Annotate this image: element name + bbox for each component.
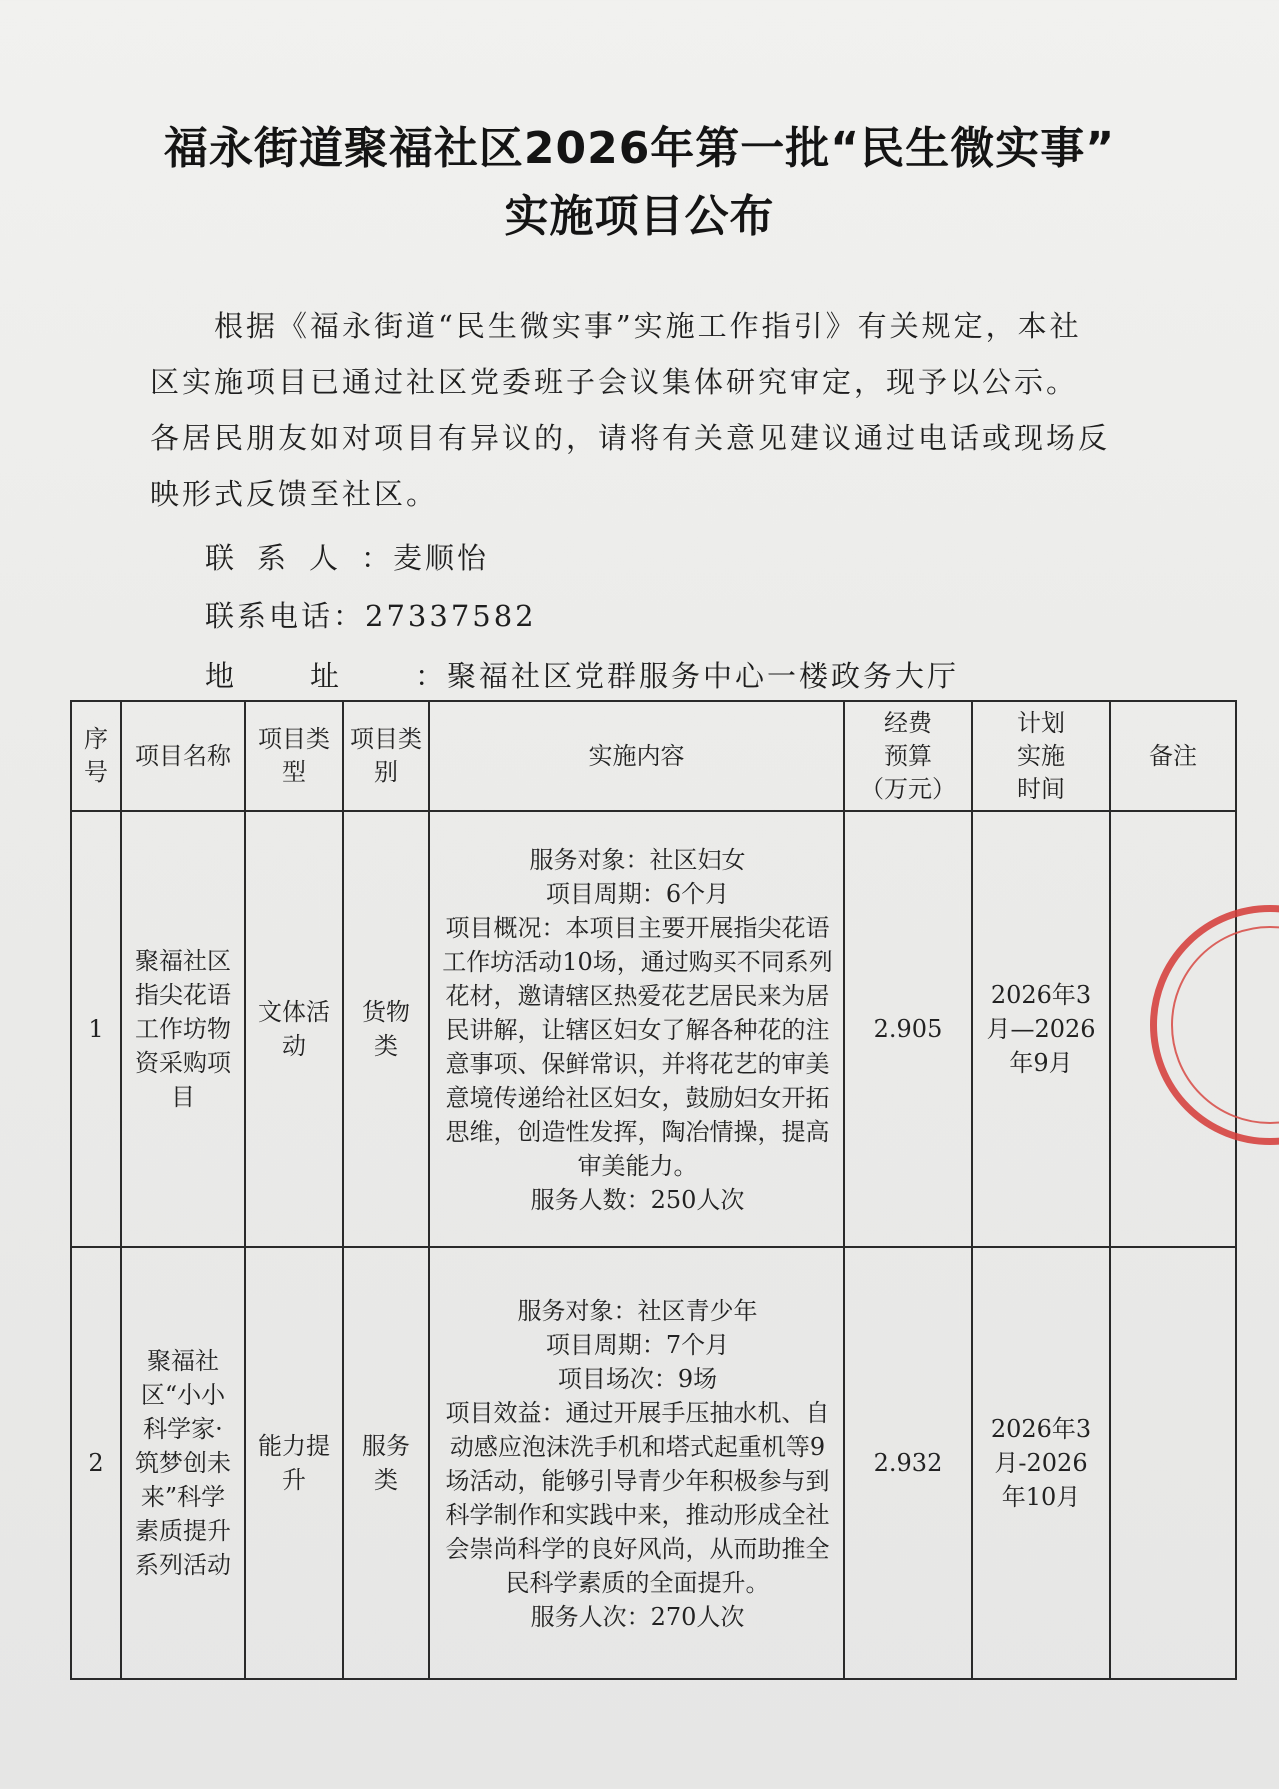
content-line: 项目场次：9场	[557, 1365, 718, 1393]
cell-seq: 1	[71, 811, 121, 1247]
cell-seq: 2	[71, 1247, 121, 1679]
header-seq: 序号	[71, 701, 121, 811]
header-budget	[844, 701, 972, 811]
header-content: 实施内容	[429, 701, 844, 811]
cell-category: 货物类	[343, 811, 429, 1247]
header-time-l1: 计划	[1017, 708, 1065, 737]
project-table	[70, 700, 1237, 1680]
header-type: 项目类型	[245, 701, 343, 811]
contact-phone: 联系电话：27337582	[205, 594, 537, 635]
cell-name: 聚福社区指尖花语工作坊物资采购项目	[121, 811, 245, 1247]
header-budget-l1: 经费	[884, 708, 932, 737]
cell-type: 文体活动	[245, 811, 343, 1247]
cell-type: 能力提升	[245, 1247, 343, 1679]
contact-person-label: 联系人	[205, 541, 362, 575]
header-name: 项目名称	[121, 701, 245, 811]
intro-line: 根据《福永街道“民生微实事”实施工作指引》有关规定，本社	[150, 309, 1082, 343]
contact-address: 地址：聚福社区党群服务中心一楼政务大厅	[205, 654, 959, 695]
doc-title-line2: 实施项目公布	[504, 191, 775, 242]
header-time-l2: 实施	[1017, 741, 1065, 770]
intro-paragraph	[150, 298, 1130, 522]
intro-line: 各居民朋友如对项目有异议的，请将有关意见建议通过电话或现场反	[150, 421, 1111, 455]
header-category: 项目类别	[343, 701, 429, 811]
doc-title-line1: 福永街道聚福社区2026年第一批“民生微实事”	[163, 123, 1116, 174]
table-row	[71, 1247, 1236, 1679]
cell-time: 2026年3月-2026年10月	[972, 1247, 1110, 1679]
intro-line: 区实施项目已通过社区党委班子会议集体研究审定，现予以公示。	[150, 365, 1079, 399]
header-budget-l2: 预算	[884, 741, 932, 770]
content-line: 服务人次：270人次	[530, 1603, 745, 1631]
contact-phone-label: 联系电话	[205, 599, 334, 633]
header-time-l3: 时间	[1017, 774, 1065, 803]
content-line: 服务对象：社区妇女	[529, 846, 746, 874]
contact-address-value: 聚福社区党群服务中心一楼政务大厅	[447, 659, 960, 693]
contact-phone-value: 27337582	[365, 599, 537, 633]
cell-remark	[1110, 1247, 1236, 1679]
contact-address-label: 地址	[205, 659, 416, 693]
content-line: 服务对象：社区青少年	[517, 1297, 758, 1325]
cell-content	[429, 1247, 844, 1679]
cell-time: 2026年3月—2026年9月	[972, 811, 1110, 1247]
cell-name: 聚福社区“小小科学家·筑梦创未来”科学素质提升系列活动	[121, 1247, 245, 1679]
intro-line: 映形式反馈至社区。	[150, 477, 439, 511]
content-line: 项目周期：7个月	[545, 1331, 730, 1359]
seal-inner-ring	[1171, 926, 1279, 1124]
cell-budget: 2.905	[844, 811, 972, 1247]
header-budget-l3: （万元）	[860, 774, 956, 803]
header-remark: 备注	[1110, 701, 1236, 811]
contact-person: 联系人：麦顺怡	[205, 536, 489, 577]
content-line: 服务人数：250人次	[530, 1186, 745, 1214]
contact-person-value: 麦顺怡	[393, 541, 490, 575]
content-line: 项目周期：6个月	[545, 880, 730, 908]
cell-budget: 2.932	[844, 1247, 972, 1679]
cell-category: 服务类	[343, 1247, 429, 1679]
cell-content	[429, 811, 844, 1247]
content-line: 项目概况：本项目主要开展指尖花语工作坊活动10场，通过购买不同系列花材，邀请辖区热爱花艺居民来为居民讲解，让辖区妇女了解各种花的注意事项、保鲜常识，并将花艺的审美意境传递给社区妇女，鼓励妇女开拓思维，创造性发挥，陶冶情操，提高审美能力。	[442, 914, 833, 1180]
table-header-row	[71, 701, 1236, 811]
table-row	[71, 811, 1236, 1247]
content-line: 项目效益：通过开展手压抽水机、自动感应泡沫洗手机和塔式起重机等9场活动，能够引导青少年积极参与到科学制作和实践中来，推动形成全社会崇尚科学的良好风尚，从而助推全民科学素质的全面提升。	[445, 1399, 830, 1597]
header-time	[972, 701, 1110, 811]
